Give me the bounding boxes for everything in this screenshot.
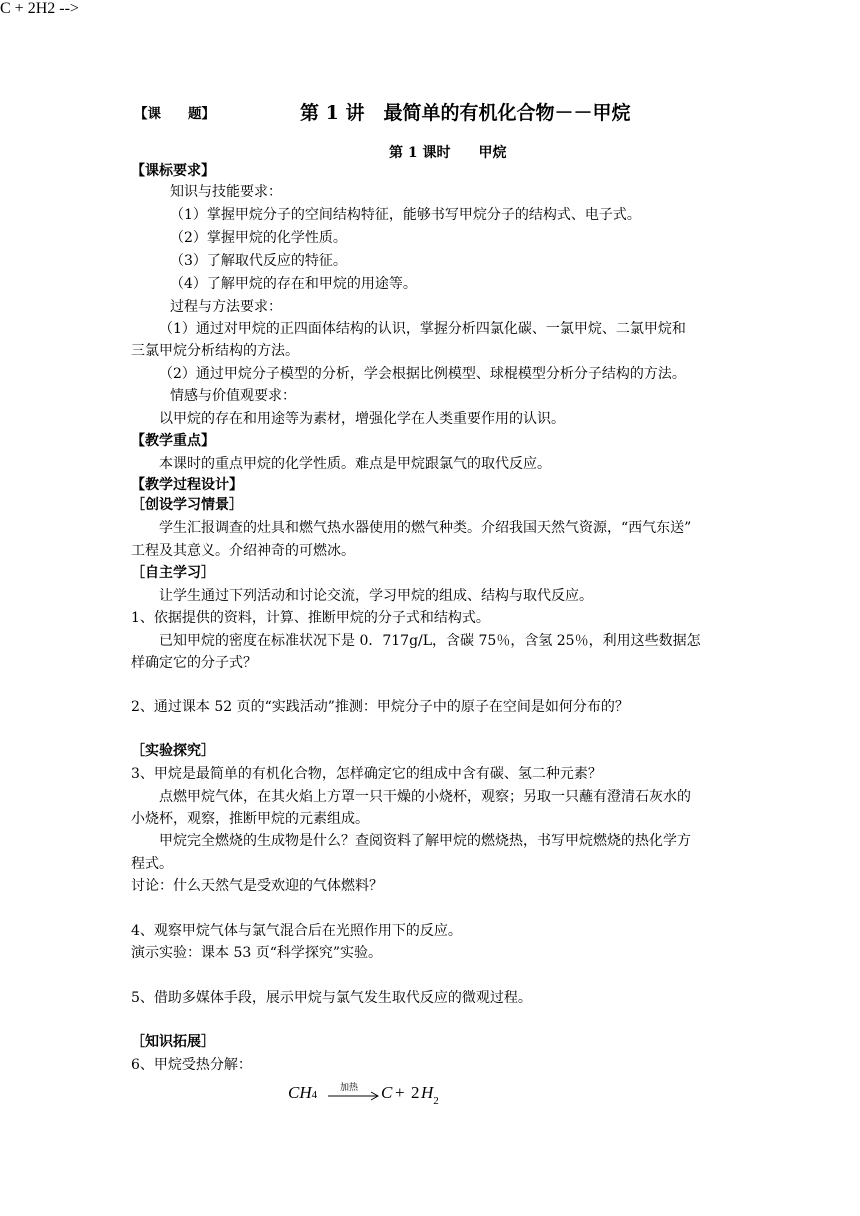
question-3-detail-line-2: 小烧杯，观察，推断甲烷的元素组成。: [131, 811, 369, 827]
process-design-heading: 【教学过程设计】: [131, 477, 243, 493]
equation-product-carbon: C: [381, 1083, 393, 1102]
scenario-line-1: 学生汇报调查的灶具和燃气热水器使用的燃气种类。介绍我国天然气资源，“西气东送”: [159, 520, 692, 536]
demo-text: 演示实验：课本 53 页“科学探究”实验。: [131, 945, 383, 961]
knowledge-item: （3）了解取代反应的特征。: [170, 253, 347, 269]
emotion-text: 以甲烷的存在和用途等为素材，增强化学在人类重要作用的认识。: [159, 411, 565, 427]
standards-heading: 【课标要求】: [131, 163, 215, 179]
process-heading: 过程与方法要求：: [170, 299, 282, 315]
knowledge-item: （2）掌握甲烷的化学性质。: [170, 230, 347, 246]
focus-text: 本课时的重点甲烷的化学性质。难点是甲烷跟氯气的取代反应。: [159, 456, 551, 472]
knowledge-item: （4）了解甲烷的存在和甲烷的用途等。: [170, 276, 417, 292]
knowledge-item: （1）掌握甲烷分子的空间结构特征，能够书写甲烷分子的结构式、电子式。: [170, 207, 641, 223]
experiment-heading: ［实验探究］: [131, 743, 215, 759]
equation-coefficient: 2: [411, 1083, 420, 1102]
question-3-detail-line-1: 点燃甲烷气体，在其火焰上方罩一只干燥的小烧杯，观察；另取一只蘸有澄清石灰水的: [159, 789, 691, 805]
question-2: 2、通过课本 52 页的“实践活动”推测：甲烷分子中的原子在空间是如何分布的？: [131, 699, 629, 715]
question-1-detail-line-2: 样确定它的分子式？: [131, 655, 257, 671]
reaction-arrow-icon: [328, 1088, 380, 1104]
discussion-text: 讨论：什么天然气是受欢迎的气体燃料？: [131, 878, 383, 894]
question-1-detail-line-1: 已知甲烷的密度在标准状况下是 0．717g/L，含碳 75％，含氢 25％，利用这些数据怎: [159, 633, 701, 649]
reaction-condition: 加热: [340, 1083, 359, 1093]
question-5: 5、借助多媒体手段，展示甲烷与氯气发生取代反应的微观过程。: [131, 990, 532, 1006]
self-study-intro: 让学生通过下列活动和讨论交流，学习甲烷的组成、结构与取代反应。: [159, 588, 593, 604]
scenario-heading: ［创设学习情景］: [131, 497, 243, 513]
page-subtitle: 第 1 课时 甲烷: [389, 145, 507, 161]
process-item-1-line-2: 三氯甲烷分析结构的方法。: [131, 343, 299, 359]
emotion-heading: 情感与价值观要求：: [170, 388, 296, 404]
focus-heading: 【教学重点】: [131, 433, 215, 449]
topic-label: 【课 题】: [134, 106, 215, 122]
equation-plus: +: [395, 1083, 405, 1102]
process-item-1-line-1: （1）通过对甲烷的正四面体结构的认识，掌握分析四氯化碳、一氯甲烷、二氯甲烷和: [159, 321, 686, 337]
document-page: 【课 题】 第 1 讲 最简单的有机化合物－－甲烷 第 1 课时 甲烷 【课标要求】 知识与技能要求： （1）掌握甲烷分子的空间结构特征，能够书写甲烷分子的结构式、电子式。 （2）掌握甲烷的化学性质。 （3）了解取代反应的特征。 （4）了解甲烷的存在和甲烷的用途等。 过程与方法要求： （1）通过对甲烷的正四面体结构的认识，掌握分析四氯化碳、一氯甲烷、二氯甲烷和 三氯甲烷分析结构的方法。 （2）通过甲烷分子模型的分析，学会根据比例模型、球棍模型分析分子结构的方法。 情感与价值观要求： 以甲烷的存在和用途等为素材，增强化学在人类重要作用的认识。 【教学重点】 本课时的重点甲烷的化学性质。难点是甲烷跟氯气的取代反应。 【教学过程设计】 ［创设学习情景］ 学生汇报调查的灶具和燃气热水器使用的燃气种类。介绍我国天然气资源，“西气东送” 工程及其意义。介绍神奇的可燃冰。 ［自主学习］ 让学生通过下列活动和讨论交流，学习甲烷的组成、结构与取代反应。 1、依据提供的资料，计算、推断甲烷的分子式和结构式。 已知甲烷的密度在标准状况下是 0．717g/L，含碳 75％，含氢 25％，利用这些数据怎 样确定它的分子式？ 2、通过课本 52 页的“实践活动”推测：甲烷分子中的原子在空间是如何分布的？ ［实验探究］ 3、甲烷是最简单的有机化合物，怎样确定它的组成中含有碳、氢二种元素？ 点燃甲烷气体，在其火焰上方罩一只干燥的小烧杯，观察；另取一只蘸有澄清石灰水的 小烧杯，观察，推断甲烷的元素组成。 甲烷完全燃烧的生成物是什么？查阅资料了解甲烷的燃烧热，书写甲烷燃烧的热化学方 程式。 讨论：什么天然气是受欢迎的气体燃料？ 4、观察甲烷气体与氯气混合后在光照作用下的反应。 演示实验：课本 53 页“科学探究”实验。 5、借助多媒体手段，展示甲烷与氯气发生取代反应的微观过程。 ［知识拓展］ 6、甲烷受热分解： C + 2H2 --> CH4 加热 C + 2 $H_2$: [0, 0, 701, 1107]
equation-product-hydrogen: $H_2$: [421, 1083, 439, 1107]
scenario-line-2: 工程及其意义。介绍神奇的可燃冰。: [131, 543, 355, 559]
question-1: 1、依据提供的资料，计算、推断甲烷的分子式和结构式。: [131, 610, 490, 626]
process-item-2: （2）通过甲烷分子模型的分析，学会根据比例模型、球棍模型分析分子结构的方法。: [159, 366, 686, 382]
question-3-detail2-line-1: 甲烷完全燃烧的生成物是什么？查阅资料了解甲烷的燃烧热，书写甲烷燃烧的热化学方: [159, 833, 691, 849]
question-6: 6、甲烷受热分解：: [131, 1057, 252, 1073]
question-3-detail2-line-2: 程式。: [131, 856, 173, 872]
self-study-heading: ［自主学习］: [131, 565, 215, 581]
page-title: 第 1 讲 最简单的有机化合物－－甲烷: [300, 102, 631, 124]
knowledge-heading: 知识与技能要求：: [170, 184, 282, 200]
question-4: 4、观察甲烷气体与氯气混合后在光照作用下的反应。: [131, 923, 462, 939]
equation-reactant: CH4: [288, 1083, 318, 1102]
extension-heading: ［知识拓展］: [131, 1034, 215, 1050]
question-3: 3、甲烷是最简单的有机化合物，怎样确定它的组成中含有碳、氢二种元素？: [131, 766, 602, 782]
